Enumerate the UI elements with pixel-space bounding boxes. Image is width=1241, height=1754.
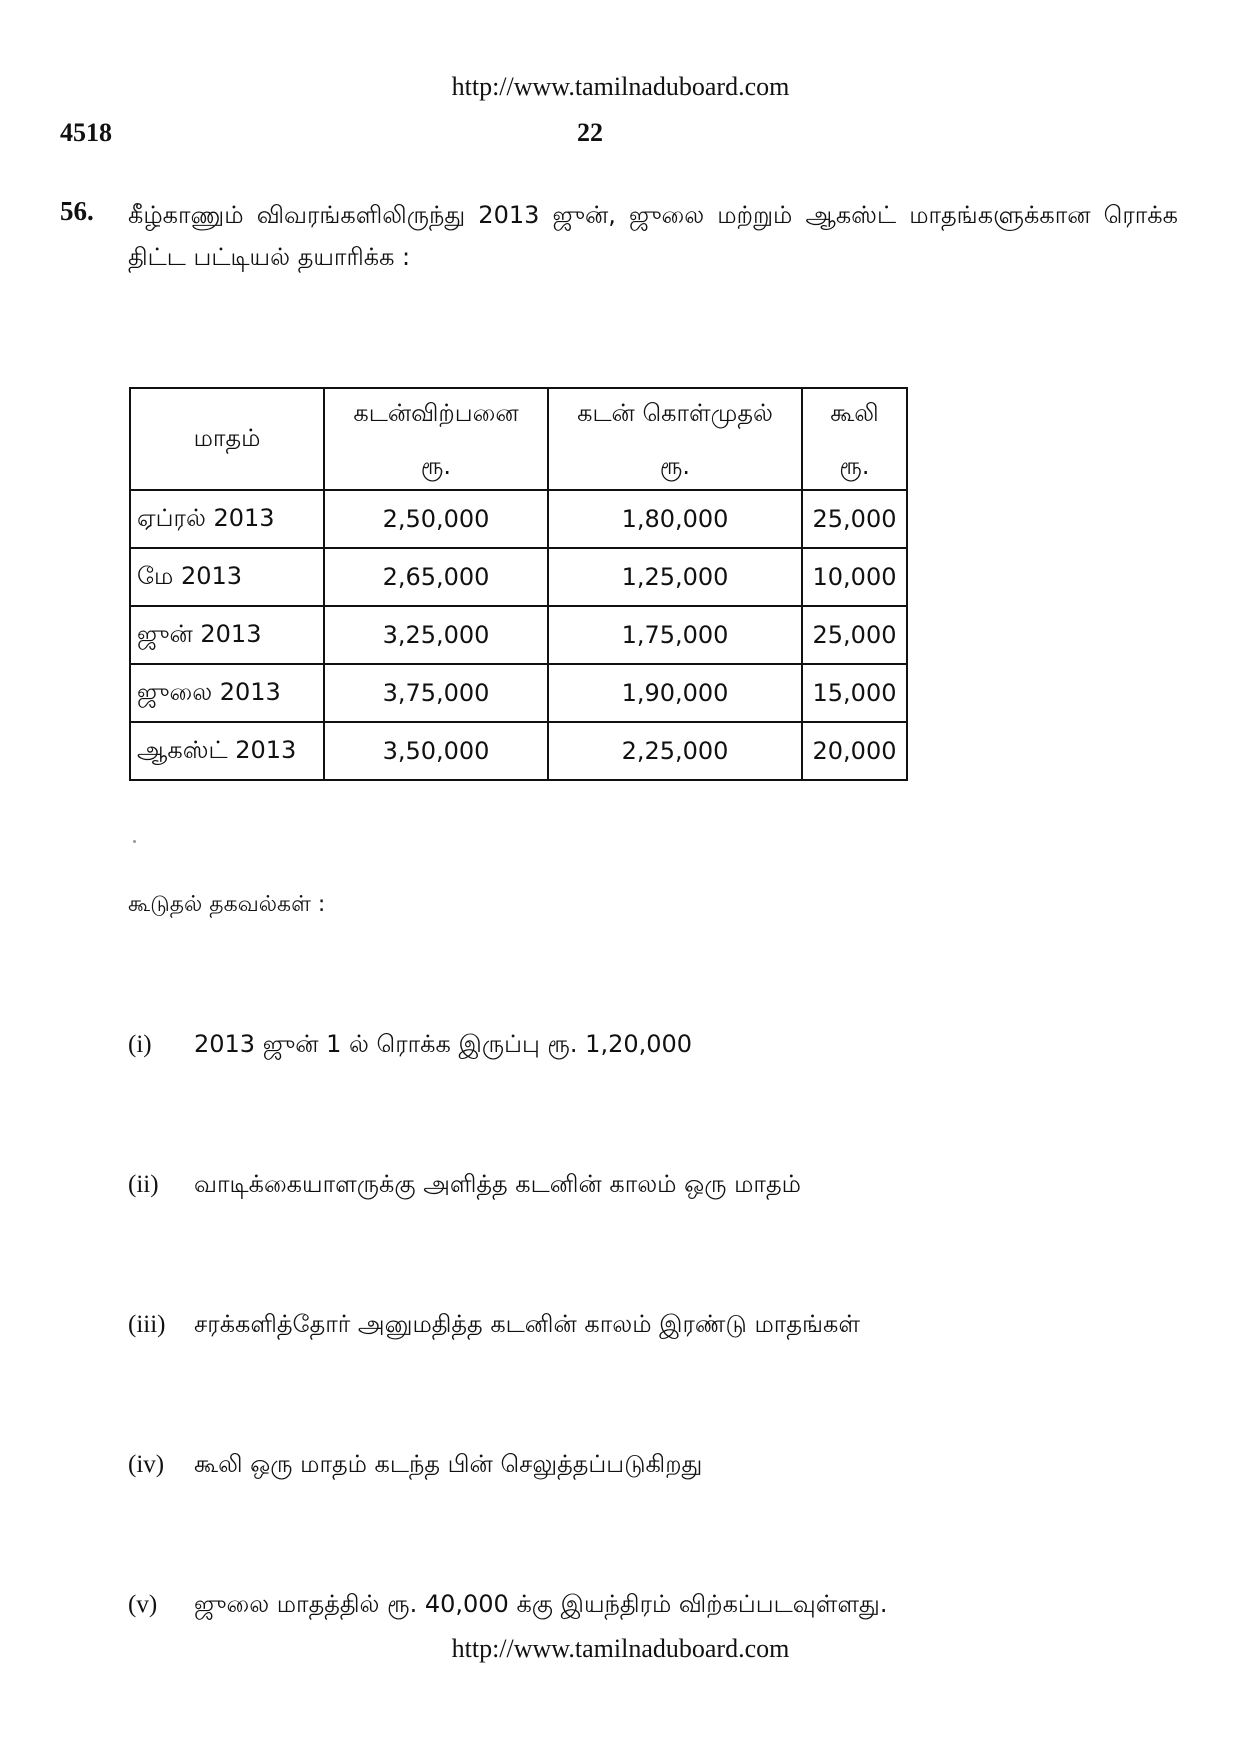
table-row	[130, 664, 907, 722]
table-row	[130, 490, 907, 548]
list-item	[128, 1450, 1128, 1481]
list-item	[128, 1590, 1128, 1621]
cell-month: ஜுலை 2013	[130, 664, 324, 722]
header-credit-purchases	[548, 388, 802, 490]
header-credit-purchases-label: கடன் கொள்முதல்	[577, 399, 773, 427]
cell-month: ஆகஸ்ட் 2013	[130, 722, 324, 780]
scan-speck	[133, 840, 136, 843]
table-row	[130, 606, 907, 664]
list-item-text: ஜுலை மாதத்தில் ரூ. 40,000 க்கு இயந்திரம் விற்கப்படவுள்ளது.	[194, 1590, 888, 1618]
list-item-text: வாடிக்கையாளருக்கு அளித்த கடனின் காலம் ஒரு மாதம்	[194, 1170, 801, 1198]
table-row	[130, 548, 907, 606]
cell-credit-sales: 3,25,000	[324, 606, 548, 664]
header-credit-purchases-unit: ரூ.	[659, 452, 691, 480]
cell-wages: 10,000	[802, 548, 907, 606]
list-item-number: (iv)	[128, 1451, 165, 1478]
header-credit-sales-label: கடன்விற்பனை	[353, 399, 519, 427]
cell-month: ஏப்ரல் 2013	[130, 490, 324, 548]
cell-credit-sales: 3,50,000	[324, 722, 548, 780]
list-item-text: 2013 ஜுன் 1 ல் ரொக்க இருப்பு ரூ. 1,20,000	[194, 1030, 693, 1058]
header-wages-unit: ரூ.	[839, 452, 870, 480]
header-wages	[802, 388, 907, 490]
cell-wages: 25,000	[802, 606, 907, 664]
page-number: 22	[577, 118, 603, 147]
list-item	[128, 1030, 1128, 1061]
cell-credit-purchases: 2,25,000	[548, 722, 802, 780]
table-row	[130, 722, 907, 780]
cell-wages: 20,000	[802, 722, 907, 780]
paper-code: 4518	[60, 118, 112, 147]
list-item-number: (iii)	[128, 1311, 166, 1338]
list-item-text: கூலி ஒரு மாதம் கடந்த பின் செலுத்தப்படுகிறது	[194, 1450, 703, 1478]
list-item-number: (v)	[128, 1591, 158, 1618]
cell-credit-purchases: 1,25,000	[548, 548, 802, 606]
header-credit-sales-unit: ரூ.	[420, 452, 452, 480]
cell-month: ஜுன் 2013	[130, 606, 324, 664]
list-item	[128, 1170, 1128, 1201]
cell-month: மே 2013	[130, 548, 324, 606]
question-number: 56.	[60, 196, 94, 226]
additional-info-heading: கூடுதல் தகவல்கள் :	[128, 892, 326, 917]
header-wages-label: கூலி	[830, 399, 879, 427]
list-item-number: (ii)	[128, 1171, 159, 1198]
cell-credit-sales: 2,65,000	[324, 548, 548, 606]
cell-credit-purchases: 1,80,000	[548, 490, 802, 548]
header-month-label: மாதம்	[193, 423, 261, 452]
cell-credit-purchases: 1,90,000	[548, 664, 802, 722]
header-url-link[interactable]: http://www.tamilnaduboard.com	[451, 72, 790, 101]
cell-wages: 25,000	[802, 490, 907, 548]
cell-wages: 15,000	[802, 664, 907, 722]
cell-credit-sales: 2,50,000	[324, 490, 548, 548]
data-table	[129, 387, 908, 781]
list-item-number: (i)	[128, 1031, 152, 1058]
footer-url-link[interactable]: http://www.tamilnaduboard.com	[451, 1634, 790, 1663]
list-item	[128, 1310, 1128, 1341]
cell-credit-sales: 3,75,000	[324, 664, 548, 722]
list-item-text: சரக்களித்தோர் அனுமதித்த கடனின் காலம் இரண்டு மாதங்கள்	[194, 1310, 860, 1338]
header-credit-sales	[324, 388, 548, 490]
table-header-row	[130, 388, 907, 490]
cell-credit-purchases: 1,75,000	[548, 606, 802, 664]
question-text: கீழ்காணும் விவரங்களிலிருந்து 2013 ஜுன், ஜுலை மற்றும் ஆகஸ்ட் மாதங்களுக்கான ரொக்க திட்ட பட்டியல் தயாரிக்க :	[128, 201, 1178, 271]
header-month	[130, 388, 324, 490]
